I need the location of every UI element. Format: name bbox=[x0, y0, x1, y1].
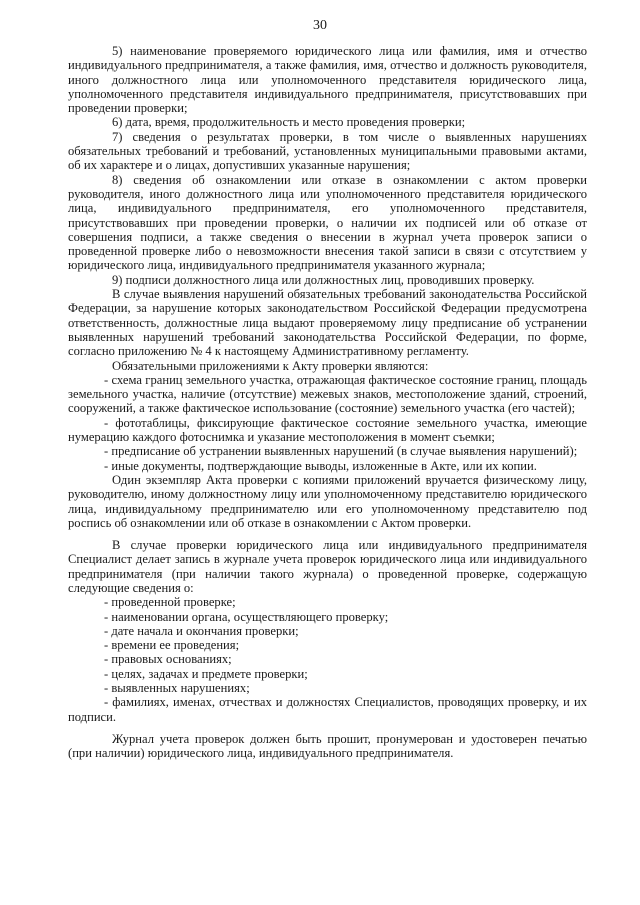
document-body bbox=[68, 44, 587, 761]
journal-item: - времени ее проведения; bbox=[104, 638, 240, 653]
attachment-photo-tables: - фототаблицы, фиксирующие фактическое состояние земельного участка, имеющие нумерацию каждого фотоснимка и указание местоположения в момент съемки; bbox=[68, 415, 587, 445]
attachment-scheme: - схема границ земельного участка, отражающая фактическое состояние границ, площадь земельного участка, наличие (отсутствие) межевых знаков, местоположение зданий, строений, сооружений, а также фактическое использование (состояние) земельного участка (его частей); bbox=[68, 372, 587, 416]
paragraph-item-9: 9) подписи должностного лица или должностных лиц, проводивших проверку. bbox=[112, 272, 535, 287]
attachment-order: - предписание об устранении выявленных нарушений (в случае выявления нарушений); bbox=[104, 444, 578, 459]
paragraph-journal-entry: В случае проверки юридического лица или индивидуального предпринимателя Специалист делает запись в журнале учета проверок юридического лица или индивидуального предпринимателя (при наличии такого журнала) о проведенной проверке, содержащую следующие сведения о: bbox=[68, 538, 587, 595]
journal-item: - целях, задачах и предмете проверки; bbox=[104, 666, 308, 681]
paragraph-item-5: 5) наименование проверяемого юридического лица или фамилия, имя и отчество индивидуального предпринимателя, а также фамилия, имя, отчество и должность руководителя, иного должностного лица или уполномоченного представителя юридического лица, уполномоченного представителя индивидуального предпринимателя, присутствовавших при проведении проверки; bbox=[68, 44, 587, 116]
paragraph-item-6: 6) дата, время, продолжительность и место проведения проверки; bbox=[112, 115, 466, 130]
paragraph-item-8: 8) сведения об ознакомлении или отказе в ознакомлении с актом проверки руководителя, иного должностного лица или уполномоченного представителя юридического лица, индивидуального предпринимателя, его уполномоченного представителя, присутствовавших при проведении проверки, о наличии их подписей или об отказе от совершения подписи, а также сведения о внесении в журнал учета проверок записи о проведенной проверке либо о невозможности внесения такой записи в связи с отсутствием у юридического лица, индивидуального предпринимателя указанного журнала; bbox=[68, 172, 587, 273]
journal-item: - дате начала и окончания проверки; bbox=[104, 623, 299, 638]
journal-item: - наименовании органа, осуществляющего проверку; bbox=[104, 609, 389, 624]
paragraph-act-copy: Один экземпляр Акта проверки с копиями приложений вручается физическому лицу, руководителю, иному должностному лицу или уполномоченному представителю юридического лица, индивидуальному предпринимателю или его уполномоченному представителю под роспись об ознакомлении или об отказе в ознакомлении с Актом проверки. bbox=[68, 472, 587, 530]
paragraph-item-7: 7) сведения о результатах проверки, в том числе о выявленных нарушениях обязательных требований и требований, установленных муниципальными правовыми актами, об их характере и о лицах, допустивших указанные нарушения; bbox=[68, 129, 587, 173]
page-number: 30 bbox=[313, 18, 327, 33]
journal-item: - фамилиях, именах, отчествах и должностях Специалистов, проводящих проверку, и их подписи. bbox=[68, 695, 587, 724]
paragraph-violations: В случае выявления нарушений обязательных требований законодательства Российской Федерации, за нарушение которых законодательством Российской Федерации предусмотрена ответственность, должностные лица выдают проверяемому лицу предписание об устранении выявленных нарушений требований законодательства Российской Федерации, по форме, согласно приложению № 4 к настоящему Административному регламенту. bbox=[68, 287, 587, 359]
journal-item: - выявленных нарушениях; bbox=[104, 681, 250, 696]
attachment-other-documents: - иные документы, подтверждающие выводы, изложенные в Акте, или их копии. bbox=[104, 458, 537, 473]
paragraph-journal-requirements: Журнал учета проверок должен быть прошит, пронумерован и удостоверен печатью (при наличии) юридического лица, индивидуального предпринимателя. bbox=[68, 731, 587, 761]
journal-item: - проведенной проверке; bbox=[104, 595, 236, 610]
journal-item: - правовых основаниях; bbox=[104, 652, 232, 667]
paragraph-attachments-intro: Обязательными приложениями к Акту проверки являются: bbox=[112, 358, 429, 373]
